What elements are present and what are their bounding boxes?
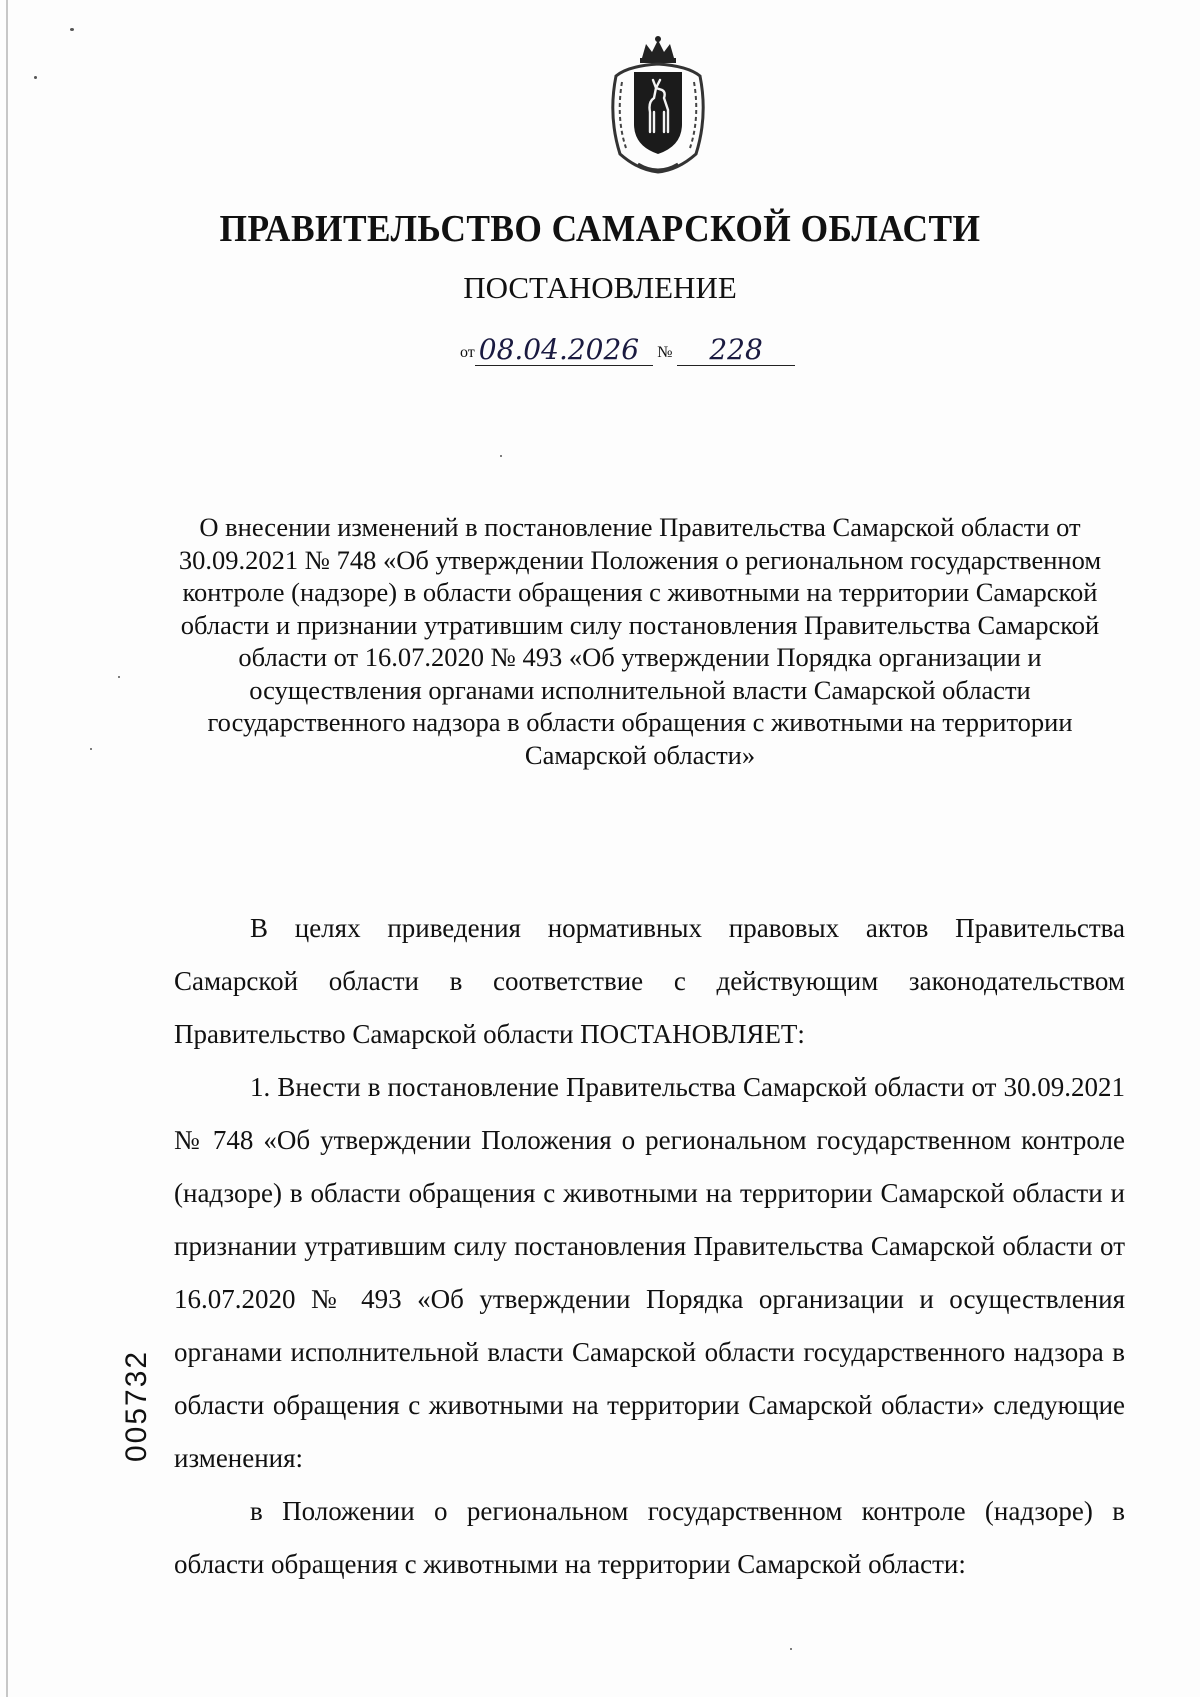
document-number: 228 <box>677 335 795 366</box>
scan-speck <box>90 748 92 750</box>
scan-edge <box>6 0 8 1697</box>
samara-coat-of-arms-icon <box>598 36 718 176</box>
number-prefix: № <box>657 344 673 361</box>
scan-speck <box>500 455 502 457</box>
item-1-sub-paragraph: в Положении о региональном государственном контроле (надзоре) в области обращения с животными на территории Самарской области: <box>174 1496 1125 1579</box>
document-body <box>174 902 1125 1591</box>
scan-speck <box>118 676 120 678</box>
scan-speck <box>70 28 74 31</box>
document-date: 08.04.2026 <box>475 335 653 366</box>
preamble-paragraph: В целях приведения нормативных правовых актов Правительства Самарской области в соответствие с действующим законодательством Правительство Самарской области ПОСТАНОВЛЯЕТ: <box>174 913 1125 1049</box>
item-1-paragraph: 1. Внести в постановление Правительства Самарской области от 30.09.2021 № 748 «Об утверждении Положения о региональном государственном контроле (надзоре) в области обращения с животными на территории Самарской области и признании утратившим силу постановления Правительства Самарской области от 16.07.2020 № 493 «Об утверждении Порядка организации и осуществления органами исполнительной власти Самарской области государственного надзора в области обращения с животными на территории Самарской области» следующие изменения: <box>174 1072 1125 1473</box>
date-prefix: от <box>460 344 475 361</box>
document-type: ПОСТАНОВЛЕНИЕ <box>463 270 737 305</box>
organization-title: ПРАВИТЕЛЬСТВО САМАРСКОЙ ОБЛАСТИ <box>219 208 981 250</box>
document-subject: О внесении изменений в постановление Правительства Самарской области от 30.09.2021 № 748 «Об утверждении Положения о региональном государственном контроле (надзоре) в области обращения с животными на территории Самарской области и признании утратившим силу постановления Правительства Самарской области от 16.07.2020 № 493 «Об утверждении Порядка организации и осуществления органами исполнительной власти Самарской области государственного надзора в области обращения с животными на территории Самарской области» <box>178 512 1102 770</box>
date-number-line <box>460 335 795 366</box>
scan-speck <box>34 76 37 79</box>
scan-speck <box>790 1648 792 1650</box>
margin-serial-number: 005732 <box>120 1349 153 1462</box>
